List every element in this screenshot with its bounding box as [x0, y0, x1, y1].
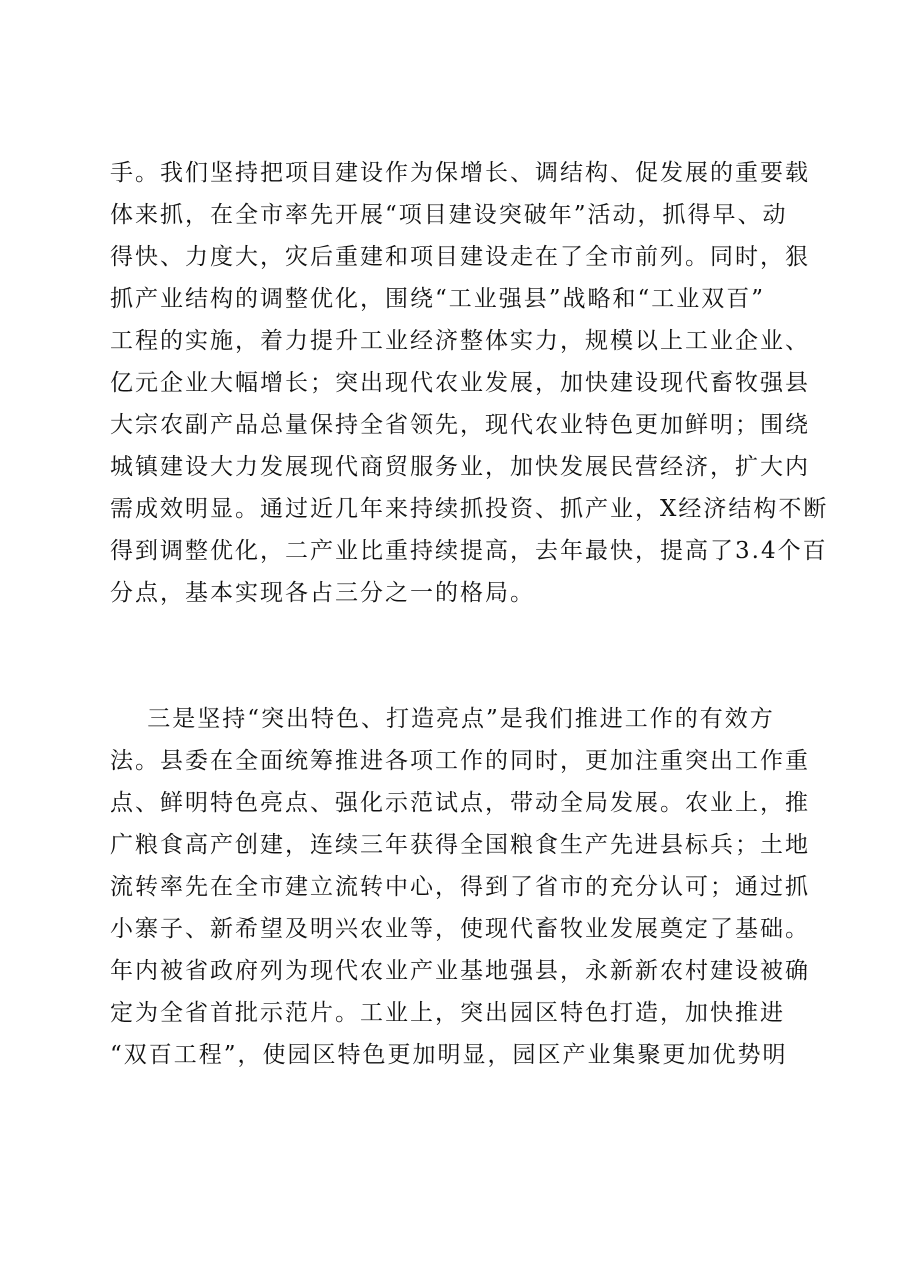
- text-line: 点、鲜明特色亮点、强化示范试点，带动全局发展。农业上，推: [110, 790, 810, 816]
- text-line: 三是坚持“突出特色、打造亮点”是我们推进工作的有效方: [110, 706, 775, 732]
- text-line: 工程的实施，着力提升工业经济整体实力，规模以上工业企业、: [110, 328, 810, 354]
- text-line: 体来抓，在全市率先开展“项目建设突破年”活动，抓得早、动: [110, 202, 788, 228]
- text-line: 城镇建设大力发展现代商贸服务业，加快发展民营经济，扩大内: [110, 454, 810, 480]
- text-line: 年内被省政府列为现代农业产业基地强县，永新新农村建设被确: [110, 958, 810, 984]
- text-line: 需成效明显。通过近几年来持续抓投资、抓产业，X经济结构不断: [110, 496, 829, 522]
- text-line: “双百工程”，使园区特色更加明显，园区产业集聚更加优势明: [110, 1042, 788, 1068]
- text-line: 法。县委在全面统筹推进各项工作的同时，更加注重突出工作重: [110, 748, 810, 774]
- text-line: 抓产业结构的调整优化，围绕“工业强县”战略和“工业双百”: [110, 286, 766, 312]
- text-line: 大宗农副产品总量保持全省领先，现代农业特色更加鲜明；围绕: [110, 412, 810, 438]
- text-line: 流转率先在全市建立流转中心，得到了省市的充分认可；通过抓: [110, 874, 810, 900]
- paragraph-1: [110, 152, 829, 614]
- text-line: 得快、力度大，灾后重建和项目建设走在了全市前列。同时，狠: [110, 244, 810, 270]
- text-line: 亿元企业大幅增长；突出现代农业发展，加快建设现代畜牧强县: [110, 370, 810, 396]
- paragraph-2: [110, 698, 810, 1076]
- text-line: 小寨子、新希望及明兴农业等，使现代畜牧业发展奠定了基础。: [110, 916, 810, 942]
- text-line: 定为全省首批示范片。工业上，突出园区特色打造，加快推进: [110, 1000, 785, 1026]
- text-line: 分点，基本实现各占三分之一的格局。: [110, 580, 535, 606]
- text-line: 得到调整优化，二产业比重持续提高，去年最快，提高了3.4个百: [110, 538, 828, 564]
- text-line: 手。我们坚持把项目建设作为保增长、调结构、促发展的重要载: [110, 160, 810, 186]
- text-line: 广粮食高产创建，连续三年获得全国粮食生产先进县标兵；土地: [110, 832, 810, 858]
